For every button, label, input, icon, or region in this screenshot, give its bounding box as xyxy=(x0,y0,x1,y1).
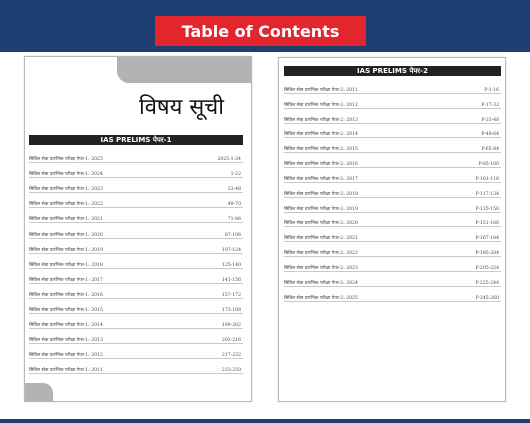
toc-entry-pages: 71-86 xyxy=(227,217,241,223)
toc-entry-label: सिविल सेवा प्रारंभिक परीक्षा पेपर-1: 2020 xyxy=(29,232,103,238)
toc-entry-pages: P-101-116 xyxy=(475,176,499,182)
toc-entry xyxy=(29,269,243,284)
toc-entry-pages: P-245-260 xyxy=(475,295,499,301)
toc-entry-pages: 125-140 xyxy=(221,262,241,268)
toc-entry xyxy=(29,329,243,344)
toc-entry-label: सिविल सेवा प्रारंभिक परीक्षा पेपर-2: 2019 xyxy=(284,206,358,212)
toc-entry xyxy=(284,153,501,168)
toc-entry xyxy=(284,109,501,124)
toc-entry-label: सिविल सेवा प्रारंभिक परीक्षा पेपर-2: 2011 xyxy=(284,87,358,93)
toc-entry-pages: 157-172 xyxy=(221,292,241,298)
toc-entry-label: सिविल सेवा प्रारंभिक परीक्षा पेपर-1: 2014 xyxy=(29,323,103,329)
toc-entry xyxy=(29,284,243,299)
toc-entry-pages: P-117-134 xyxy=(475,191,499,197)
toc-entry-pages: P-167-184 xyxy=(475,236,499,242)
toc-entry-pages: 2025-1-24 xyxy=(217,157,241,163)
toc-entry-label: सिविल सेवा प्रारंभिक परीक्षा पेपर-1: 2016 xyxy=(29,292,103,298)
toc-entry-label: सिविल सेवा प्रारंभिक परीक्षा पेपर-2: 2022 xyxy=(284,251,358,257)
toc-entry-label: सिविल सेवा प्रारंभिक परीक्षा पेपर-1: 2013 xyxy=(29,338,103,344)
toc-entry-label: सिविल सेवा प्रारंभिक परीक्षा पेपर-2: 2023 xyxy=(284,265,358,271)
toc-list-paper-2 xyxy=(284,79,501,302)
toc-entry-label: सिविल सेवा प्रारंभिक परीक्षा पेपर-2: 2016 xyxy=(284,162,358,168)
toc-entry-label: सिविल सेवा प्रारंभिक परीक्षा पेपर-2: 2018 xyxy=(284,191,358,197)
toc-entry-pages: 107-124 xyxy=(221,247,241,253)
page-corner-tab-decoration xyxy=(25,383,53,401)
toc-entry-label: सिविल सेवा प्रारंभिक परीक्षा पेपर-2: 2017 xyxy=(284,176,358,182)
toc-entry xyxy=(284,272,501,287)
right-page xyxy=(278,57,506,402)
toc-entry-pages: 23-48 xyxy=(227,187,241,193)
toc-entry xyxy=(284,257,501,272)
toc-entry-label: सिविल सेवा प्रारंभिक परीक्षा पेपर-2: 2020 xyxy=(284,221,358,227)
toc-entry-label: सिविल सेवा प्रारंभिक परीक्षा पेपर-2: 2014 xyxy=(284,132,358,138)
toc-entry-label: सिविल सेवा प्रारंभिक परीक्षा पेपर-2: 2025 xyxy=(284,295,358,301)
toc-entry xyxy=(29,359,243,374)
toc-entry-pages: P-205-224 xyxy=(475,265,499,271)
toc-entry xyxy=(29,178,243,193)
toc-entry xyxy=(29,223,243,238)
toc-entry xyxy=(284,94,501,109)
toc-entry-pages: P-151-166 xyxy=(475,221,499,227)
toc-entry-label: सिविल सेवा प्रारंभिक परीक्षा पेपर-1: 2024 xyxy=(29,172,103,178)
toc-entry-pages: 49-70 xyxy=(227,202,241,208)
toc-list-paper-1 xyxy=(29,148,243,374)
toc-entry-pages: P-85-100 xyxy=(478,162,499,168)
toc-entry xyxy=(284,79,501,94)
toc-entry-label: सिविल सेवा प्रारंभिक परीक्षा पेपर-1: 2022 xyxy=(29,202,103,208)
toc-entry-pages: P-17-32 xyxy=(481,102,499,108)
toc-entry xyxy=(29,208,243,223)
toc-entry xyxy=(29,254,243,269)
toc-entry-label: सिविल सेवा प्रारंभिक परीक्षा पेपर-1: 2023 xyxy=(29,187,103,193)
toc-entry-label: सिविल सेवा प्रारंभिक परीक्षा पेपर-1: 2017 xyxy=(29,277,103,283)
section-header-paper-2: IAS PRELIMS पेपर-2 xyxy=(284,66,501,76)
footer-band xyxy=(0,419,530,423)
toc-entry xyxy=(284,198,501,213)
toc-entry-pages: 233-250 xyxy=(221,368,241,374)
toc-entry xyxy=(29,148,243,163)
contents-heading: विषय सूची xyxy=(139,95,224,120)
toc-entry xyxy=(284,183,501,198)
toc-entry xyxy=(284,227,501,242)
toc-entry-label: सिविल सेवा प्रारंभिक परीक्षा पेपर-2: 2021 xyxy=(284,236,358,242)
toc-entry xyxy=(284,287,501,302)
toc-entry-pages: P-49-64 xyxy=(481,132,499,138)
toc-entry-pages: 203-216 xyxy=(221,338,241,344)
toc-entry-label: सिविल सेवा प्रारंभिक परीक्षा पेपर-1: 2018 xyxy=(29,262,103,268)
toc-entry xyxy=(29,314,243,329)
toc-entry-pages: P-65-84 xyxy=(481,147,499,153)
toc-entry-label: सिविल सेवा प्रारंभिक परीक्षा पेपर-1: 2025 xyxy=(29,157,103,163)
page-corner-tab-decoration xyxy=(117,57,252,83)
toc-entry-label: सिविल सेवा प्रारंभिक परीक्षा पेपर-1: 2011 xyxy=(29,368,103,374)
toc-entry-label: सिविल सेवा प्रारंभिक परीक्षा पेपर-1: 2021 xyxy=(29,217,103,223)
toc-entry xyxy=(284,213,501,228)
toc-entry-pages: 173-188 xyxy=(221,308,241,314)
toc-entry xyxy=(29,299,243,314)
toc-entry-pages: P-185-204 xyxy=(475,251,499,257)
toc-entry xyxy=(284,242,501,257)
toc-entry-pages: P-33-48 xyxy=(481,117,499,123)
toc-entry-label: सिविल सेवा प्रारंभिक परीक्षा पेपर-1: 2015 xyxy=(29,308,103,314)
toc-entry-label: सिविल सेवा प्रारंभिक परीक्षा पेपर-2: 2024 xyxy=(284,280,358,286)
toc-entry xyxy=(29,193,243,208)
toc-entry-pages: 217-232 xyxy=(221,353,241,359)
toc-entry-pages: P-1-16 xyxy=(484,87,499,93)
toc-entry xyxy=(284,168,501,183)
toc-entry-label: सिविल सेवा प्रारंभिक परीक्षा पेपर-2: 2013 xyxy=(284,117,358,123)
toc-entry-pages: P-135-150 xyxy=(475,206,499,212)
toc-entry-pages: 1-22 xyxy=(230,172,241,178)
toc-entry xyxy=(29,344,243,359)
toc-entry xyxy=(29,239,243,254)
toc-entry-label: सिविल सेवा प्रारंभिक परीक्षा पेपर-1: 2012 xyxy=(29,353,103,359)
page-title-banner: Table of Contents xyxy=(155,16,366,46)
toc-entry xyxy=(29,163,243,178)
left-page xyxy=(24,56,252,402)
toc-entry-label: सिविल सेवा प्रारंभिक परीक्षा पेपर-2: 2012 xyxy=(284,102,358,108)
toc-entry-pages: 87-106 xyxy=(224,232,241,238)
toc-entry-label: सिविल सेवा प्रारंभिक परीक्षा पेपर-1: 2019 xyxy=(29,247,103,253)
section-header-paper-1: IAS PRELIMS पेपर-1 xyxy=(29,135,243,145)
toc-entry-pages: 141-156 xyxy=(221,277,241,283)
toc-entry xyxy=(284,124,501,139)
toc-entry xyxy=(284,138,501,153)
toc-entry-pages: P-225-244 xyxy=(475,280,499,286)
toc-entry-label: सिविल सेवा प्रारंभिक परीक्षा पेपर-2: 2015 xyxy=(284,147,358,153)
toc-entry-pages: 189-202 xyxy=(221,323,241,329)
